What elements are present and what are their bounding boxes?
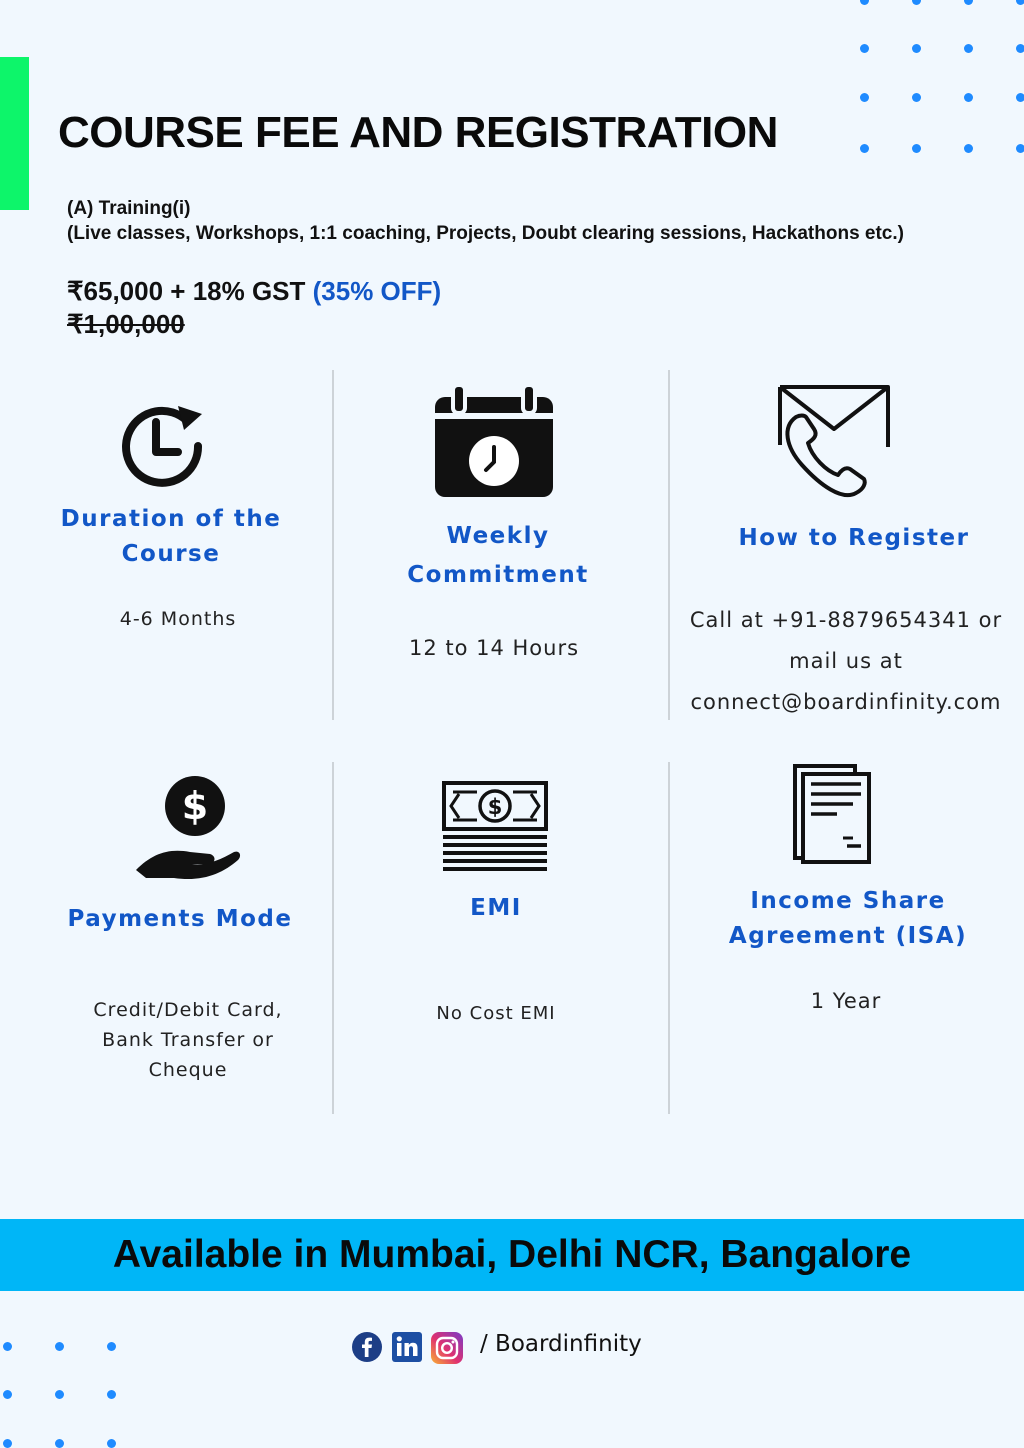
calendar-clock-icon: [433, 383, 555, 501]
card-value: [676, 600, 1016, 723]
old-price: ₹1,00,000: [67, 309, 185, 339]
documents-icon: [791, 762, 875, 866]
training-includes: (Live classes, Workshops, 1:1 coaching, Projects, Doubt clearing sessions, Hackathons etc.): [67, 223, 904, 244]
svg-text:$: $: [487, 795, 503, 819]
card-value: 4-6 Months: [119, 608, 237, 630]
svg-text:$: $: [181, 784, 209, 828]
register-phone: Call at +91-8879654341 or: [689, 608, 1003, 632]
hand-dollar-icon: [134, 774, 242, 886]
divider: [668, 370, 670, 720]
banknote-stack-icon: [441, 780, 549, 874]
linkedin-icon[interactable]: [392, 1332, 422, 1362]
discount-badge: (35% OFF): [312, 276, 442, 306]
training-label: (A) Training(i): [67, 198, 191, 219]
divider: [668, 762, 670, 1114]
price-amount: ₹65,000 + 18% GST: [67, 276, 306, 306]
card-value: [50, 995, 326, 1085]
page-title: COURSE FEE AND REGISTRATION: [58, 108, 778, 157]
card-value: 1 Year: [810, 989, 882, 1013]
payment-line: Credit/Debit Card,: [93, 999, 283, 1021]
price: [67, 275, 441, 307]
card-value: 12 to 14 Hours: [408, 636, 580, 660]
card-value: No Cost EMI: [436, 1003, 556, 1024]
card-title: Duration of the Course: [60, 506, 282, 567]
clock-rotate-icon: [116, 398, 206, 488]
card-title: Payments Mode: [67, 906, 293, 932]
card-title: Weekly Commitment: [407, 523, 589, 588]
payment-line: Cheque: [148, 1059, 228, 1081]
register-mail-label: mail us at: [789, 649, 903, 673]
facebook-icon[interactable]: [352, 1332, 382, 1362]
envelope-phone-icon: [776, 383, 892, 503]
payment-line: Bank Transfer or: [102, 1029, 274, 1051]
divider: [332, 370, 334, 720]
register-email: connect@boardinfinity.com: [690, 690, 1002, 714]
availability-banner: [0, 1219, 1024, 1291]
instagram-icon[interactable]: [431, 1332, 463, 1364]
accent-bar: [0, 57, 29, 210]
card-title: How to Register: [738, 525, 970, 551]
banner-text: Available in Mumbai, Delhi NCR, Bangalore: [112, 1233, 912, 1276]
social-handle: / Boardinfinity: [480, 1331, 642, 1357]
training-description: [67, 196, 904, 246]
card-title: EMI: [470, 895, 522, 921]
card-title: Income Share Agreement (ISA): [728, 888, 968, 949]
divider: [332, 762, 334, 1114]
